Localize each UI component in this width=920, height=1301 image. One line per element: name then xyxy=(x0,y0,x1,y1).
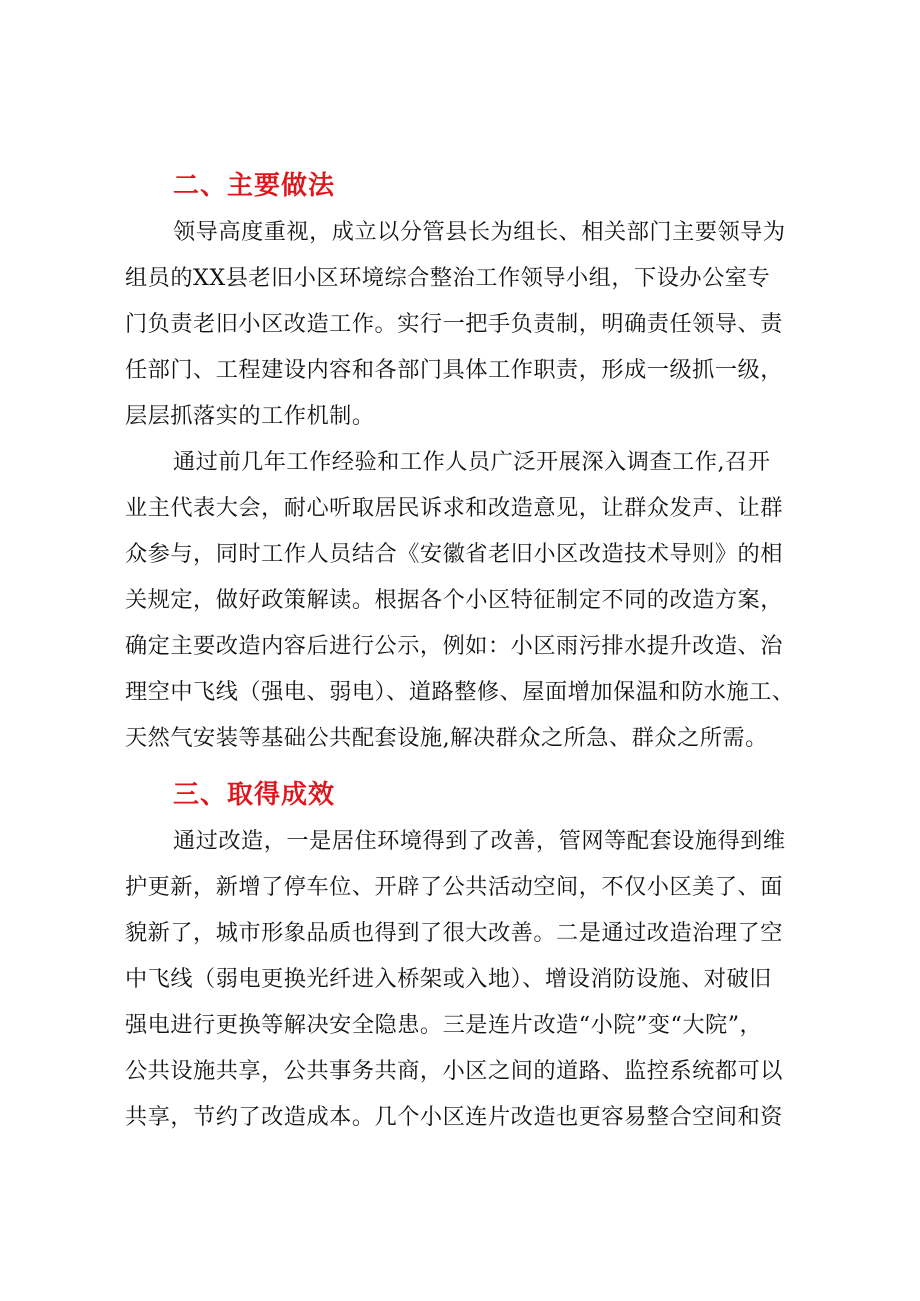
paragraph-line: 通过前几年工作经验和工作人员广泛开展深入调查工作,召开 xyxy=(173,449,771,475)
paragraph-line: 天然气安装等基础公共配套设施,解决群众之所急、群众之所需。 xyxy=(125,725,768,751)
paragraph-investigation xyxy=(125,439,825,761)
paragraph-line: 关规定，做好政策解读。根据各个小区特征制定不同的改造方案， xyxy=(125,587,783,613)
paragraph-line: 强电进行更换等解决安全隐患。三是连片改造“小院”变“大院”， xyxy=(125,1012,763,1038)
paragraph-results xyxy=(125,818,825,1140)
paragraph-line: 层层抓落实的工作机制。 xyxy=(125,403,375,429)
paragraph-line: 门负责老旧小区改造工作。实行一把手负责制，明确责任领导、责 xyxy=(125,311,783,337)
section-heading-results: 三、取得成效 xyxy=(173,780,336,810)
document-body xyxy=(125,163,825,1140)
paragraph-line: 中飞线（弱电更换光纤进入桥架或入地）、增设消防设施、对破旧 xyxy=(125,966,772,992)
paragraph-line: 众参与，同时工作人员结合《安徽省老旧小区改造技术导则》的相 xyxy=(125,541,783,567)
paragraph-line: 业主代表大会，耐心听取居民诉求和改造意见，让群众发声、让群 xyxy=(125,495,783,521)
paragraph-line: 领导高度重视，成立以分管县长为组长、相关部门主要领导为 xyxy=(173,219,786,245)
paragraph-line: 貌新了，城市形象品质也得到了很大改善。二是通过改造治理了空 xyxy=(125,920,783,946)
paragraph-leadership xyxy=(125,209,825,439)
paragraph-line: 理空中飞线（强电、弱电）、道路整修、屋面增加保温和防水施工、 xyxy=(125,679,795,705)
paragraph-line: 通过改造，一是居住环境得到了改善，管网等配套设施得到维 xyxy=(173,828,786,854)
paragraph-line: 任部门、工程建设内容和各部门具体工作职责，形成一级抓一级， xyxy=(125,357,783,383)
paragraph-line: 共享，节约了改造成本。几个小区连片改造也更容易整合空间和资 xyxy=(125,1104,783,1130)
paragraph-line: 公共设施共享，公共事务共商，小区之间的道路、监控系统都可以 xyxy=(125,1058,783,1084)
section-heading-main-practices: 二、主要做法 xyxy=(173,171,336,201)
paragraph-line: 确定主要改造内容后进行公示，例如：小区雨污排水提升改造、治 xyxy=(125,633,783,659)
paragraph-line: 护更新，新增了停车位、开辟了公共活动空间，不仅小区美了、面 xyxy=(125,874,783,900)
paragraph-line: 组员的XX县老旧小区环境综合整治工作领导小组，下设办公室专 xyxy=(125,265,771,291)
